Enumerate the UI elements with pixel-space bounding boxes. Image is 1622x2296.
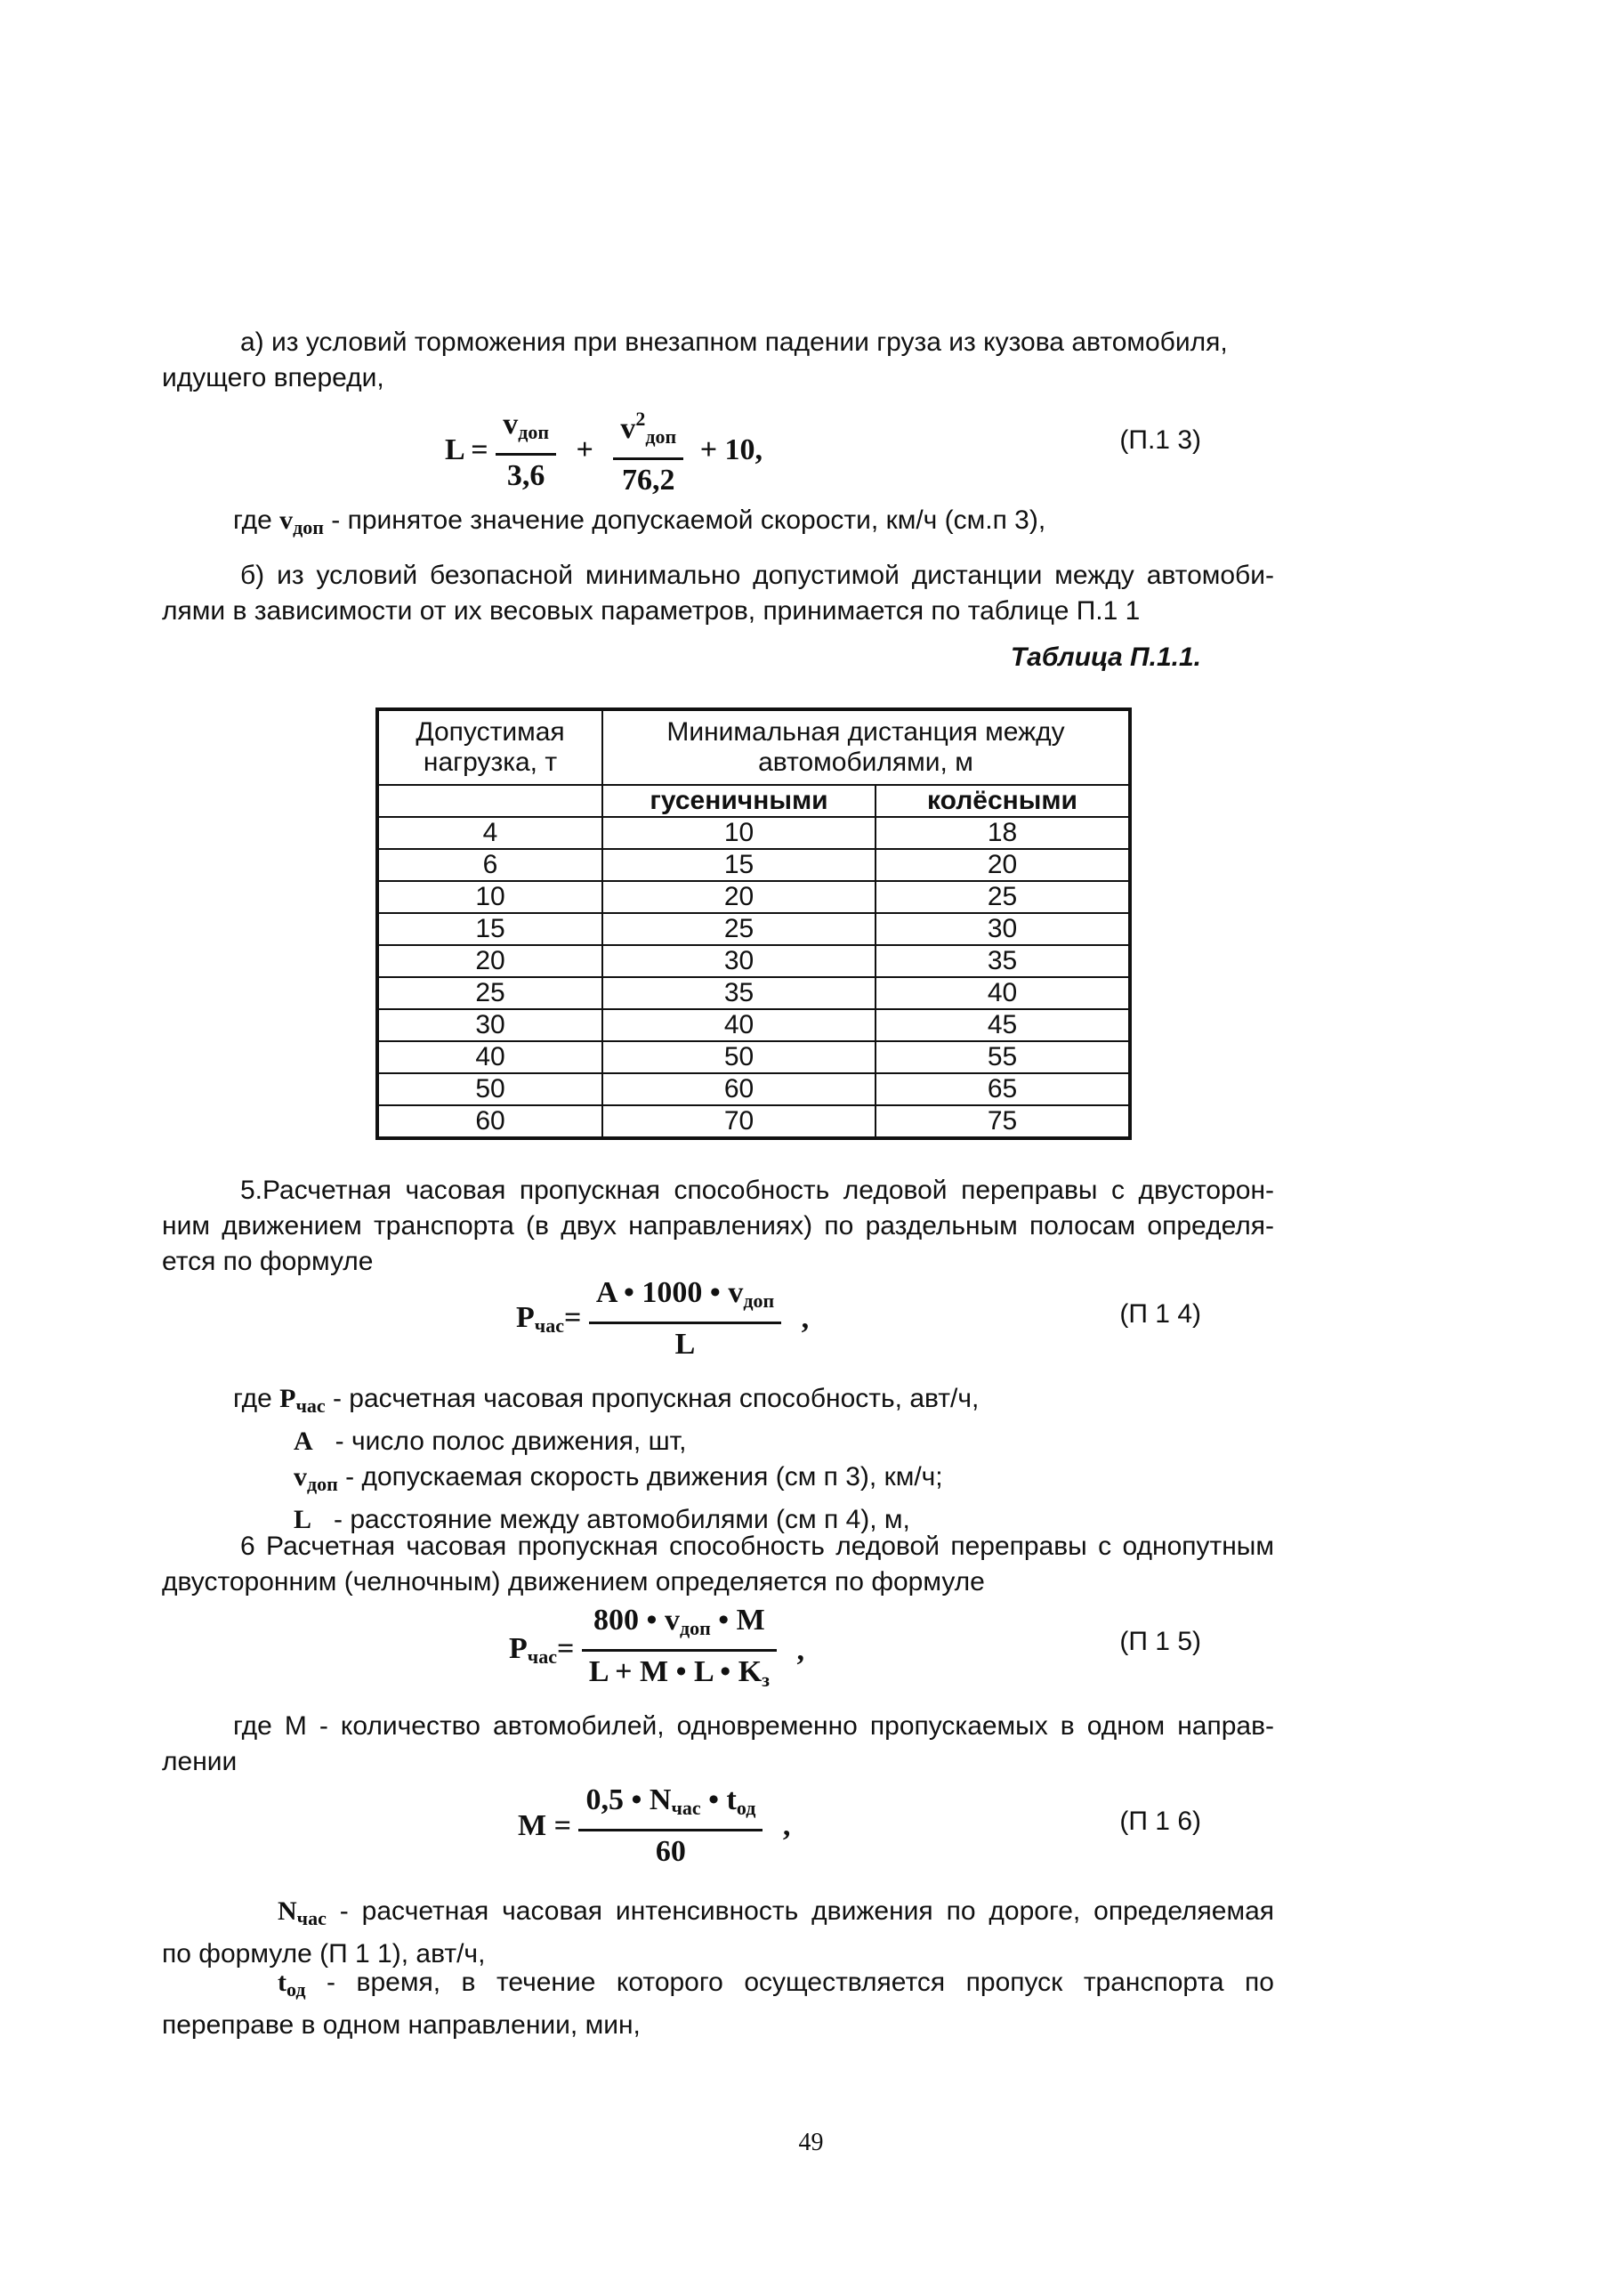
cell-wheeled: 25 <box>876 881 1130 913</box>
cell-load: 6 <box>377 849 602 881</box>
definition-symbol: v <box>294 1462 307 1492</box>
formula-p1-5-lhs-sub: час <box>527 1645 557 1668</box>
definition-text: - число полос движения, шт, <box>320 1427 687 1456</box>
cell-tracked: 35 <box>602 977 876 1009</box>
cell-tracked: 50 <box>602 1041 876 1073</box>
paragraph-a-line-1: а) из условий торможения при внезапном падении груза из кузова автомобиля, <box>240 327 1228 357</box>
cell-load: 4 <box>377 817 602 849</box>
paragraph-n-symbol: N <box>278 1896 297 1926</box>
formula-p1-5-lhs: P <box>509 1632 528 1665</box>
fraction-p1-5 <box>582 1600 777 1701</box>
fraction-1-numerator-sub: доп <box>518 420 549 443</box>
paragraph-n <box>162 1894 1274 1972</box>
where-v <box>233 503 1274 546</box>
fraction-p1-4-numerator: A • 1000 • v <box>595 1276 744 1309</box>
paragraph-5 <box>162 1173 1274 1280</box>
subheader-tracked: гусеничными <box>602 785 876 817</box>
paragraph-b <box>162 558 1274 629</box>
table-row <box>377 913 1130 945</box>
table-row <box>377 1105 1130 1138</box>
fraction-p1-4-denominator: L <box>674 1328 696 1361</box>
fraction-p1-4-numerator-sub: доп <box>743 1289 775 1312</box>
cell-wheeled: 75 <box>876 1105 1130 1138</box>
formula-p1-6-tail: , <box>782 1809 791 1842</box>
table-row <box>377 1073 1130 1105</box>
table-title: Таблица П.1.1. <box>1010 643 1201 672</box>
definition-symbol-sub: час <box>295 1395 326 1417</box>
plus-sign: + <box>576 433 593 466</box>
empty-subheader-cell <box>377 785 602 817</box>
cell-tracked: 25 <box>602 913 876 945</box>
paragraph-t-symbol-sub: од <box>286 1978 306 2001</box>
paragraph-6-line-2: двусторонним (челночным) движением определяется по формуле <box>162 1567 985 1597</box>
cell-wheeled: 45 <box>876 1009 1130 1041</box>
definition-symbol: P <box>279 1384 296 1413</box>
col-load-header: Допустимая нагрузка, т <box>377 709 602 785</box>
cell-wheeled: 40 <box>876 977 1130 1009</box>
cell-load: 50 <box>377 1073 602 1105</box>
fraction-p1-6-numerator-tail: • t <box>708 1783 737 1816</box>
paragraph-b-line-1: б) из условий безопасной минимально допустимой дистанции между автомоби- <box>240 561 1274 590</box>
fraction-p1-5-denominator: L + M • L • K <box>588 1655 763 1688</box>
where-v-symbol-sub: доп <box>293 516 324 538</box>
definitions-p1-4 <box>233 1381 1212 1538</box>
page-number: 49 <box>798 2129 824 2156</box>
paragraph-6-line-1: 6 Расчетная часовая пропускная способность ледовой переправы с однопутным <box>240 1532 1274 1561</box>
fraction-p1-5-denominator-sub: з <box>762 1669 770 1691</box>
table-header-row <box>377 709 1130 785</box>
fraction-2-denominator: 76,2 <box>622 464 675 497</box>
cell-load: 40 <box>377 1041 602 1073</box>
formula-p1-3-lhs: L = <box>445 433 488 466</box>
formula-p1-4-ref: (П 1 4) <box>1119 1299 1201 1329</box>
paragraph-5-line-2: ним движением транспорта (в двух направлениях) по раздельным полосам определя- <box>162 1211 1274 1241</box>
paragraph-6 <box>162 1529 1274 1600</box>
fraction-p1-6-numerator: 0,5 • N <box>585 1783 672 1816</box>
paragraph-n-line-1: - расчетная часовая интенсивность движения по дороге, определяемая <box>339 1896 1274 1926</box>
table-row <box>377 881 1130 913</box>
cell-wheeled: 55 <box>876 1041 1130 1073</box>
cell-tracked: 70 <box>602 1105 876 1138</box>
definition-row <box>233 1381 1212 1424</box>
cell-tracked: 60 <box>602 1073 876 1105</box>
formula-p1-4-lhs: P <box>516 1300 535 1334</box>
fraction-p1-6-numerator-tail-sub: од <box>736 1797 756 1819</box>
paragraph-5-line-1: 5.Расчетная часовая пропускная способность ледовой переправы с двусторон- <box>240 1176 1274 1205</box>
where-m-line-2: лении <box>162 1747 238 1776</box>
paragraph-n-line-2: по формуле (П 1 1), авт/ч, <box>162 1939 486 1969</box>
cell-wheeled: 18 <box>876 817 1130 849</box>
formula-p1-6-lhs: M = <box>518 1809 571 1842</box>
where-v-text: - принятое значение допускаемой скорости, км/ч (см.п 3), <box>331 505 1046 535</box>
paragraph-b-line-2: лями в зависимости от их весовых параметров, принимается по таблице П.1 1 <box>162 596 1141 626</box>
formula-p1-3-ref: (П.1 3) <box>1119 425 1201 455</box>
table-row <box>377 977 1130 1009</box>
formula-p1-5-eq: = <box>556 1632 575 1665</box>
cell-tracked: 15 <box>602 849 876 881</box>
fraction-p1-6-numerator-sub: час <box>671 1797 701 1819</box>
table-row <box>377 945 1130 977</box>
formula-p1-3 <box>445 399 1272 497</box>
paragraph-t-line-1: - время, в течение которого осуществляется пропуск транспорта по <box>327 1968 1274 1997</box>
cell-wheeled: 35 <box>876 945 1130 977</box>
fraction-2-numerator-sub: доп <box>645 425 677 448</box>
table-row <box>377 1041 1130 1073</box>
formula-p1-6 <box>518 1780 1272 1878</box>
cell-load: 60 <box>377 1105 602 1138</box>
table-row <box>377 817 1130 849</box>
cell-wheeled: 20 <box>876 849 1130 881</box>
definition-row <box>233 1459 1212 1502</box>
fraction-1 <box>496 404 556 497</box>
fraction-2 <box>613 399 683 501</box>
formula-p1-4 <box>516 1273 1272 1370</box>
formula-p1-4-lhs-sub: час <box>534 1314 564 1337</box>
where-v-prefix: где <box>233 505 272 535</box>
formula-p1-5-ref: (П 1 5) <box>1119 1627 1201 1656</box>
group-distance-header: Минимальная дистанция между автомобилями, м <box>602 709 1130 785</box>
paragraph-t-symbol: t <box>278 1968 286 1997</box>
cell-tracked: 20 <box>602 881 876 913</box>
cell-load: 20 <box>377 945 602 977</box>
fraction-p1-5-numerator-sub: доп <box>679 1617 711 1639</box>
paragraph-5-line-3: ется по формуле <box>162 1247 374 1276</box>
cell-tracked: 10 <box>602 817 876 849</box>
paragraph-t-line-2: переправе в одном направлении, мин, <box>162 2010 641 2040</box>
fraction-1-denominator: 3,6 <box>506 458 545 492</box>
cell-tracked: 30 <box>602 945 876 977</box>
definition-text: - расчетная часовая пропускная способность, авт/ч, <box>332 1384 980 1413</box>
fraction-p1-6-denominator: 60 <box>655 1835 686 1868</box>
formula-p1-5-tail: , <box>796 1633 804 1667</box>
definition-symbol: A <box>294 1427 313 1456</box>
table-subheader-row <box>377 785 1130 817</box>
distance-table <box>375 707 1132 1140</box>
fraction-p1-5-numerator: 800 • v <box>593 1604 680 1637</box>
formula-p1-5 <box>509 1600 1272 1698</box>
cell-tracked: 40 <box>602 1009 876 1041</box>
subheader-wheeled: колёсными <box>876 785 1130 817</box>
fraction-p1-4 <box>589 1273 781 1365</box>
cell-wheeled: 65 <box>876 1073 1130 1105</box>
definition-symbol: L <box>294 1505 312 1534</box>
paragraph-t <box>162 1965 1274 2043</box>
cell-load: 15 <box>377 913 602 945</box>
cell-load: 25 <box>377 977 602 1009</box>
fraction-p1-6 <box>578 1780 763 1872</box>
formula-p1-4-tail: , <box>801 1302 810 1335</box>
definition-text: - допускаемая скорость движения (см п 3), км/ч; <box>345 1462 943 1492</box>
paragraph-a <box>162 325 1274 396</box>
fraction-1-numerator: v <box>503 407 519 441</box>
fraction-p1-5-numerator-tail: • M <box>718 1604 765 1637</box>
where-m <box>162 1709 1274 1780</box>
formula-p1-3-tail: + 10, <box>699 433 763 466</box>
definition-prefix: где <box>233 1384 272 1413</box>
fraction-2-numerator: v <box>620 412 636 445</box>
table-row <box>377 849 1130 881</box>
formula-p1-6-ref: (П 1 6) <box>1119 1807 1201 1836</box>
cell-load: 30 <box>377 1009 602 1041</box>
formula-p1-4-eq: = <box>563 1300 582 1334</box>
definition-text: - расстояние между автомобилями (см п 4), м, <box>319 1505 910 1534</box>
paragraph-n-symbol-sub: час <box>296 1907 327 1929</box>
cell-wheeled: 30 <box>876 913 1130 945</box>
table-row <box>377 1009 1130 1041</box>
cell-load: 10 <box>377 881 602 913</box>
fraction-2-numerator-sup: 2 <box>635 408 646 430</box>
paragraph-a-line-2: идущего впереди, <box>162 363 384 392</box>
where-m-line-1: где M - количество автомобилей, одновременно пропускаемых в одном направ- <box>233 1711 1274 1741</box>
where-v-symbol: v <box>279 505 294 535</box>
definition-row <box>233 1424 1212 1459</box>
definition-symbol-sub: доп <box>307 1473 338 1495</box>
